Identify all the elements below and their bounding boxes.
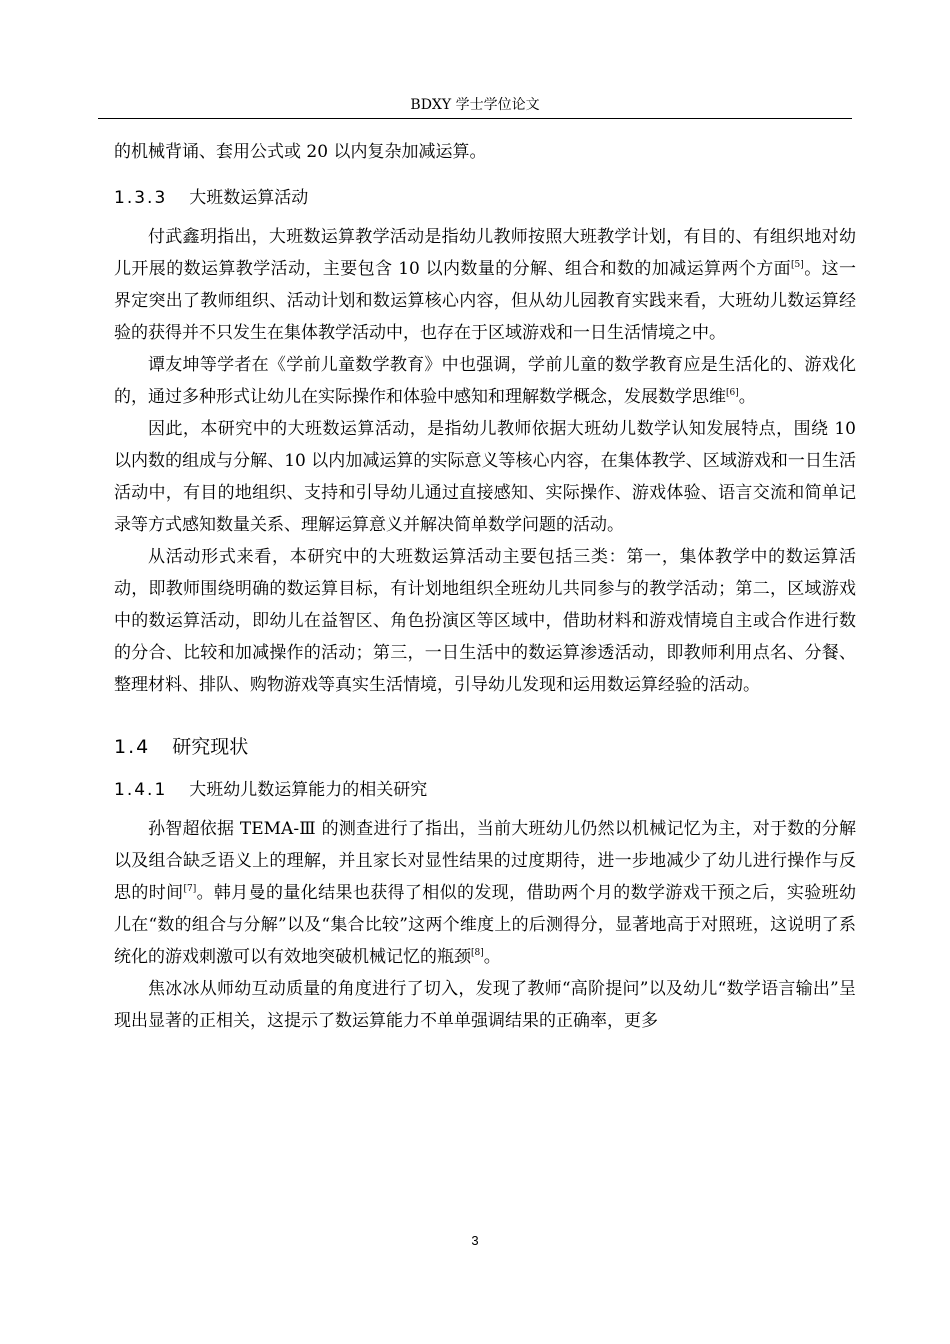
paragraph-text: 。	[483, 947, 501, 967]
section-heading-1-3-3	[114, 182, 856, 215]
paragraph	[114, 221, 856, 349]
continuation-paragraph: 的机械背诵、套用公式或 20 以内复杂加减运算。	[114, 142, 487, 162]
section-title: 大班幼儿数运算能力的相关研究	[189, 780, 428, 800]
page-number: 3	[471, 1233, 479, 1248]
section-title: 研究现状	[172, 736, 249, 758]
section-number: 1.4	[114, 736, 151, 758]
paragraph	[114, 813, 856, 973]
paragraph-text: 谭友坤等学者在《学前儿童数学教育》中也强调，学前儿童的数学教育应是生活化的、游戏化的，通过多种形式让幼儿在实际操作和体验中感知和理解数学概念，发展数学思维	[114, 355, 856, 407]
paragraph: 从活动形式来看，本研究中的大班数运算活动主要包括三类：第一，集体教学中的数运算活动，即教师围绕明确的数运算目标，有计划地组织全班幼儿共同参与的教学活动；第二，区域游戏中的数运算活动，即幼儿在益智区、角色扮演区等区域中，借助材料和游戏情境自主或合作进行数的分合、比较和加减操作的活动；第三，一日生活中的数运算渗透活动，即教师利用点名、分餐、整理材料、排队、购物游戏等真实生活情境，引导幼儿发现和运用数运算经验的活动。	[114, 547, 856, 695]
body-text	[114, 136, 856, 1037]
paragraph: 因此，本研究中的大班数运算活动，是指幼儿教师依据大班幼儿数学认知发展特点，围绕 10 以内数的组成与分解、10 以内加减运算的实际意义等核心内容，在集体教学、区域游戏和一日生活活动中，有目的地组织、支持和引导幼儿通过直接感知、实际操作、游戏体验、语言交流和简单记录等方式感知数量关系、理解运算意义并解决简单数学问题的活动。	[114, 419, 856, 535]
paragraph: 焦冰冰从师幼互动质量的角度进行了切入，发现了教师“高阶提问”以及幼儿“数学语言输出”呈现出显著的正相关，这提示了数运算能力不单单强调结果的正确率，更多	[114, 979, 856, 1031]
citation: [6]	[726, 388, 739, 398]
paragraph	[114, 349, 856, 413]
citation: [5]	[791, 260, 804, 270]
paragraph-text: 付武鑫玥指出，大班数运算教学活动是指幼儿教师按照大班教学计划，有目的、有组织地对幼儿开展的数运算教学活动，主要包含 10 以内数量的分解、组合和数的加减运算两个方面	[114, 227, 856, 279]
citation: [7]	[183, 884, 197, 894]
paragraph-text: 。韩月曼的量化结果也获得了相似的发现，借助两个月的数学游戏干预之后，实验班幼儿在“数的组合与分解”以及“集合比较”这两个维度上的后测得分，显著地高于对照班，这说明了系统化的游戏刺激可以有效地突破机械记忆的瓶颈	[114, 883, 856, 967]
section-heading-1-4-1	[114, 774, 856, 807]
section-title: 大班数运算活动	[189, 188, 309, 208]
running-header: BDXY 学士学位论文	[410, 97, 540, 113]
paragraph-text: 孙智超依据 TEMA-Ⅲ 的测查进行了指出，当前大班幼儿仍然以机械记忆为主，对于数的分解以及组合缺乏语义上的理解，并且家长对显性结果的过度期待，进一步地减少了幼儿进行操作与反思的时间	[114, 819, 856, 903]
header-rule	[98, 118, 852, 119]
section-number: 1.3.3	[114, 188, 168, 208]
paragraph-text: 。	[738, 387, 756, 407]
citation: [8]	[471, 948, 484, 958]
section-number: 1.4.1	[114, 780, 168, 800]
section-heading-1-4	[114, 731, 856, 764]
paragraph-text: 。这一界定突出了教师组织、活动计划和数运算核心内容，但从幼儿园教育实践来看，大班幼儿数运算经验的获得并不只发生在集体教学活动中，也存在于区域游戏和一日生活情境之中。	[114, 259, 856, 343]
